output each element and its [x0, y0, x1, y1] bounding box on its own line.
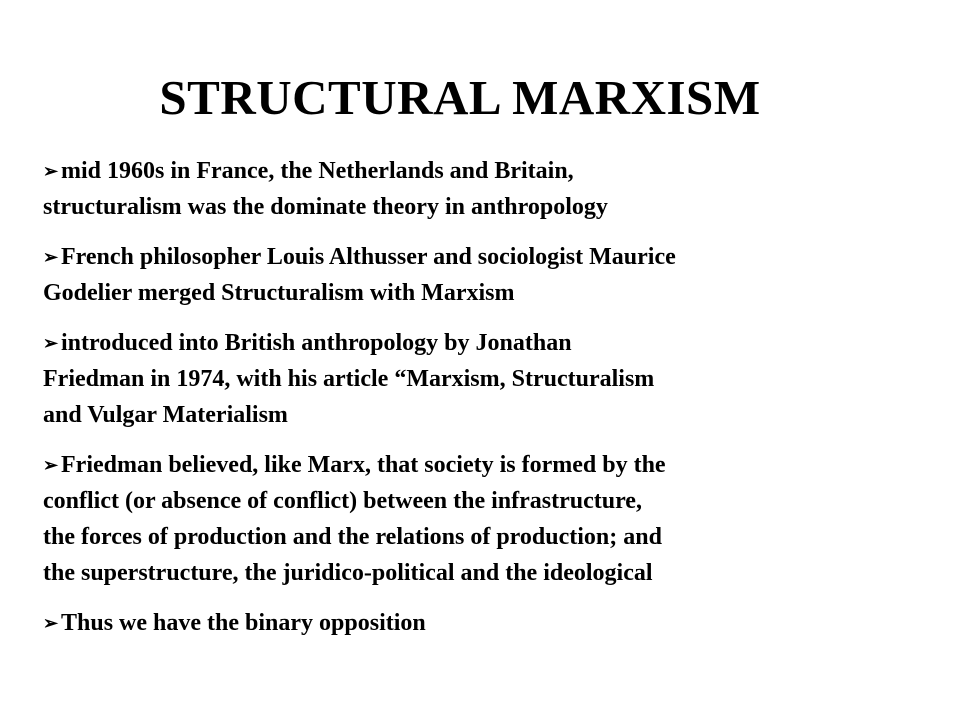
bullet-line: conflict (or absence of conflict) between the infrastructure, [43, 488, 642, 514]
arrow-bullet-icon: ➢ [43, 455, 59, 475]
bullet-line: structuralism was the dominate theory in anthropology [43, 194, 608, 220]
bullet-item [43, 325, 923, 433]
bullet-line: Friedman in 1974, with his article “Marxism, Structuralism [43, 366, 655, 392]
bullet-line: French philosopher Louis Althusser and sociologist Maurice [61, 244, 676, 270]
bullet-line: Godelier merged Structuralism with Marxism [43, 280, 515, 306]
bullet-line: the forces of production and the relations of production; and [43, 524, 662, 550]
bullet-line: mid 1960s in France, the Netherlands and Britain, [61, 158, 574, 184]
arrow-bullet-icon: ➢ [43, 333, 59, 353]
slide-title: STRUCTURAL MARXISM [159, 70, 761, 125]
bullet-list [43, 153, 923, 655]
bullet-line: Thus we have the binary opposition [61, 610, 426, 636]
bullet-line: introduced into British anthropology by Jonathan [61, 330, 572, 356]
bullet-item [43, 605, 923, 641]
bullet-line: the superstructure, the juridico-political and the ideological [43, 560, 653, 586]
bullet-item [43, 447, 923, 591]
bullet-item [43, 153, 923, 225]
arrow-bullet-icon: ➢ [43, 613, 59, 633]
bullet-line: Friedman believed, like Marx, that society is formed by the [61, 452, 666, 478]
arrow-bullet-icon: ➢ [43, 161, 59, 181]
bullet-item [43, 239, 923, 311]
bullet-line: and Vulgar Materialism [43, 402, 288, 428]
arrow-bullet-icon: ➢ [43, 247, 59, 267]
